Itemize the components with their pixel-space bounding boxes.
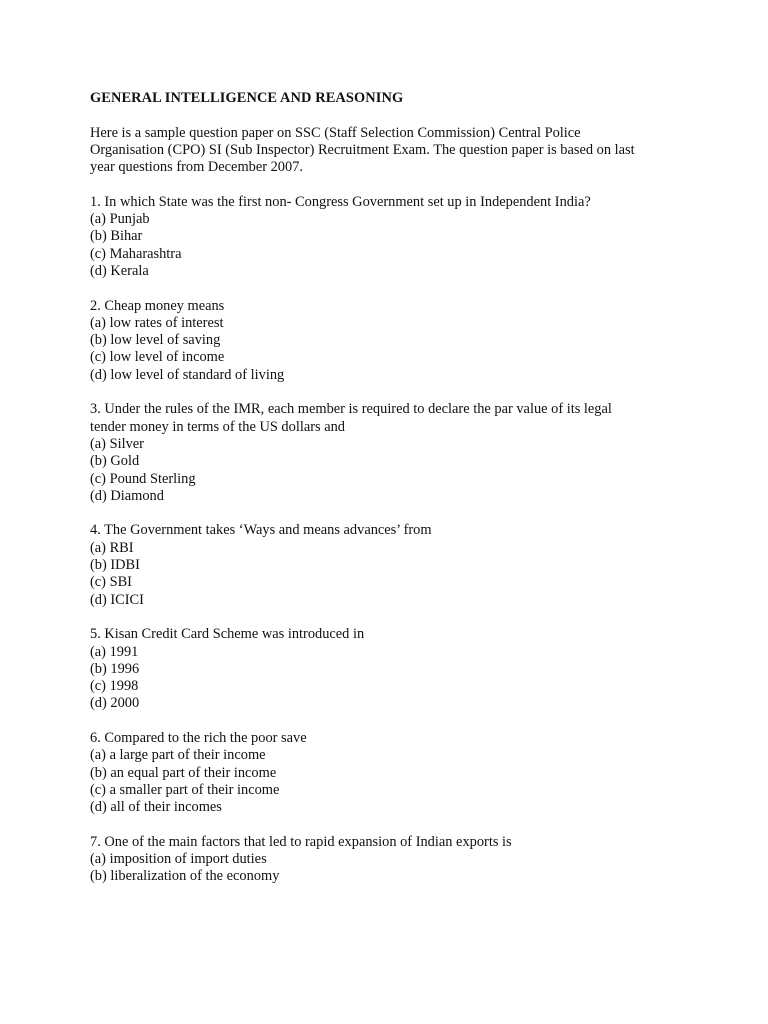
- answer-option-a: (a) low rates of interest: [90, 314, 224, 331]
- question-stem: 4. The Government takes ‘Ways and means advances’ from: [90, 522, 432, 539]
- answer-option-b: (b) an equal part of their income: [90, 764, 277, 781]
- answer-option-b: (b) Gold: [90, 453, 140, 470]
- question-3: [90, 401, 710, 505]
- page-title: GENERAL INTELLIGENCE AND REASONING: [90, 90, 404, 106]
- answer-option-b: (b) Bihar: [90, 228, 143, 245]
- answer-option-c: (c) SBI: [90, 574, 132, 591]
- answer-option-a: (a) Silver: [90, 435, 144, 452]
- answer-option-c: (c) 1998: [90, 678, 139, 695]
- document-page: [90, 90, 710, 903]
- question-stem: 5. Kisan Credit Card Scheme was introduced in: [90, 626, 365, 643]
- question-stem: 7. One of the main factors that led to rapid expansion of Indian exports is: [90, 833, 512, 850]
- question-7: [90, 834, 710, 886]
- answer-option-d: (d) all of their incomes: [90, 799, 222, 816]
- question-2: [90, 298, 710, 384]
- question-1: [90, 194, 710, 280]
- question-4: [90, 522, 710, 608]
- question-stem-continued: tender money in terms of the US dollars and: [90, 418, 345, 435]
- question-stem: 2. Cheap money means: [90, 297, 225, 314]
- answer-option-d: (d) Kerala: [90, 262, 149, 279]
- answer-option-b: (b) 1996: [90, 660, 140, 677]
- intro-line: Here is a sample question paper on SSC (Staff Selection Commission) Central Police: [90, 124, 581, 141]
- answer-option-b: (b) liberalization of the economy: [90, 868, 280, 885]
- answer-option-a: (a) imposition of import duties: [90, 851, 267, 868]
- answer-option-c: (c) low level of income: [90, 349, 225, 366]
- answer-option-a: (a) RBI: [90, 539, 134, 556]
- question-stem: 3. Under the rules of the IMR, each member is required to declare the par value of its legal: [90, 401, 612, 418]
- question-5: [90, 626, 710, 712]
- answer-option-c: (c) a smaller part of their income: [90, 781, 280, 798]
- intro-paragraph: [90, 125, 710, 177]
- answer-option-d: (d) 2000: [90, 695, 140, 712]
- intro-line: Organisation (CPO) SI (Sub Inspector) Recruitment Exam. The question paper is based on last: [90, 141, 635, 158]
- answer-option-d: (d) low level of standard of living: [90, 366, 285, 383]
- question-6: [90, 730, 710, 816]
- answer-option-a: (a) a large part of their income: [90, 747, 266, 764]
- answer-option-d: (d) Diamond: [90, 487, 164, 504]
- answer-option-b: (b) low level of saving: [90, 332, 221, 349]
- answer-option-b: (b) IDBI: [90, 557, 140, 574]
- answer-option-c: (c) Pound Sterling: [90, 470, 196, 487]
- answer-option-a: (a) 1991: [90, 643, 139, 660]
- answer-option-c: (c) Maharashtra: [90, 245, 182, 262]
- question-stem: 1. In which State was the first non- Congress Government set up in Independent India?: [90, 193, 591, 210]
- answer-option-a: (a) Punjab: [90, 211, 150, 228]
- question-stem: 6. Compared to the rich the poor save: [90, 729, 307, 746]
- answer-option-d: (d) ICICI: [90, 591, 144, 608]
- intro-line: year questions from December 2007.: [90, 159, 303, 176]
